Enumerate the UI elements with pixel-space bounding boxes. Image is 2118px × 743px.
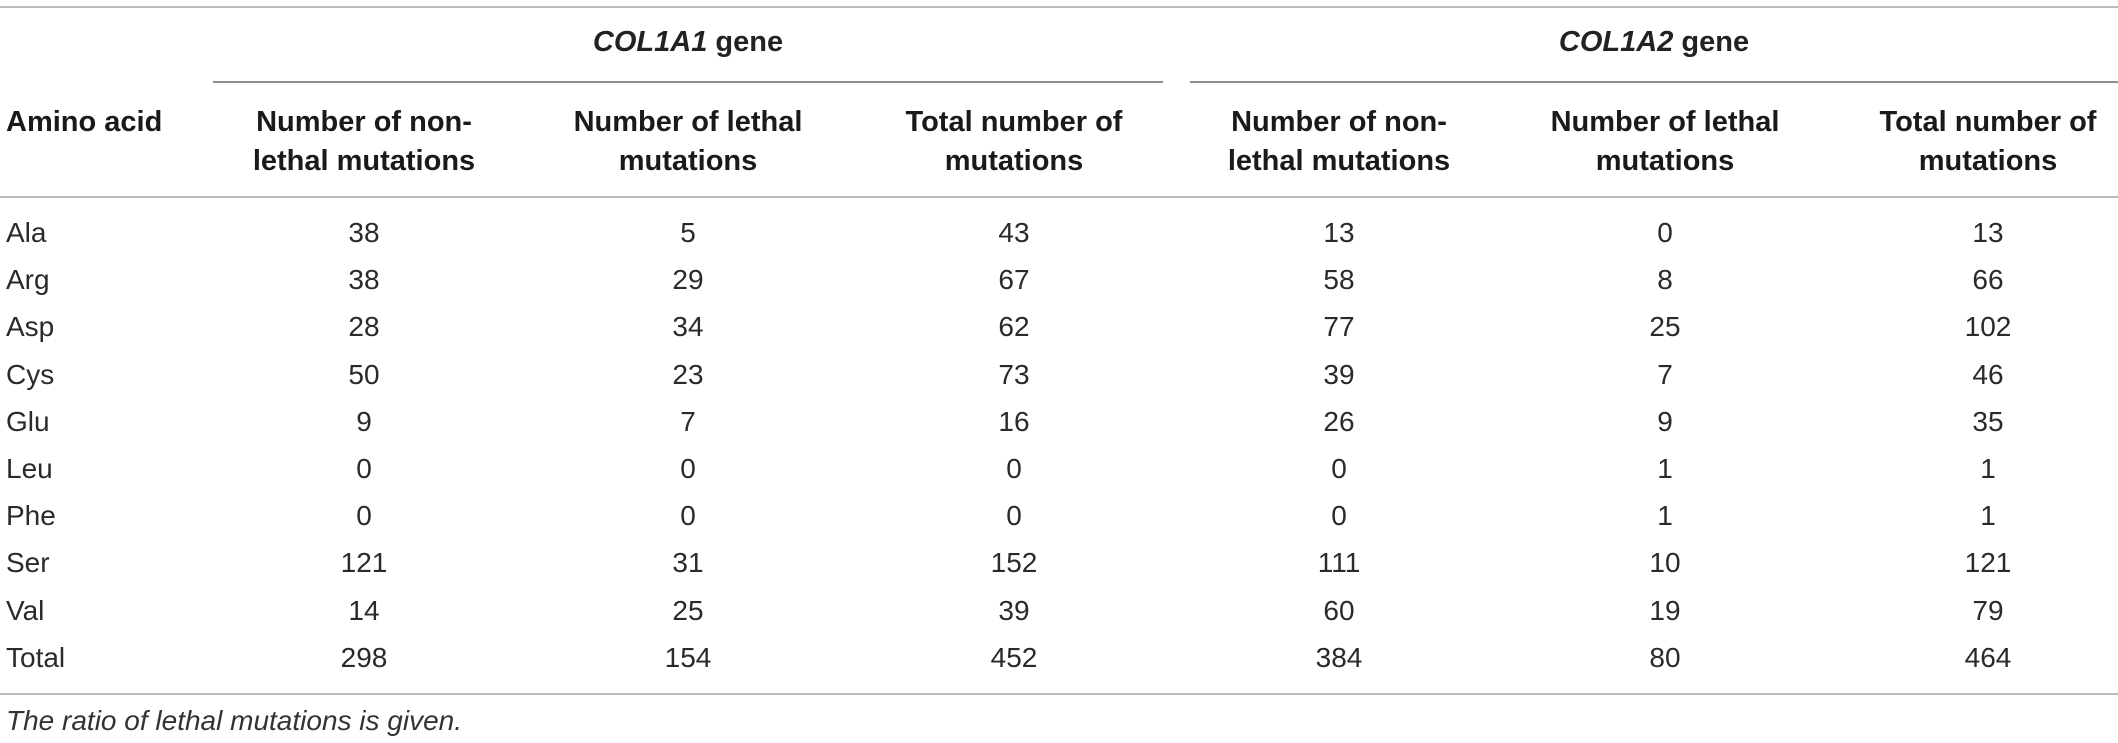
- column-header-line: mutations: [1918, 145, 2058, 177]
- table-footnote: The ratio of lethal mutations is given.: [6, 705, 463, 736]
- table-cell: 452: [990, 642, 1038, 673]
- table-cell: 1: [1980, 500, 1996, 531]
- table-cell: 0: [1331, 453, 1347, 484]
- table-cell: 62: [998, 311, 1030, 342]
- group-gene-suffix: gene: [707, 26, 784, 58]
- table-cell: 102: [1964, 311, 2012, 342]
- table-cell: 5: [680, 217, 696, 248]
- table-cell: 50: [348, 359, 380, 390]
- table-cell: 464: [1964, 642, 2012, 673]
- table-cell: 121: [1964, 547, 2012, 578]
- table-cell: 13: [1323, 217, 1355, 248]
- table-cell: 0: [680, 500, 696, 531]
- column-header-line: lethal mutations: [252, 145, 476, 177]
- column-header: [1838, 103, 2118, 181]
- table-cell: 26: [1323, 406, 1355, 437]
- table-cell: 19: [1649, 595, 1681, 626]
- row-label: Leu: [6, 453, 53, 484]
- table-cell: 111: [1317, 547, 1361, 578]
- column-header: [864, 103, 1164, 181]
- table-cell: 1: [1980, 453, 1996, 484]
- table-cell: 9: [1657, 406, 1673, 437]
- table-cell: 66: [1972, 264, 2004, 295]
- row-label: Asp: [6, 311, 55, 342]
- column-header: [214, 103, 514, 181]
- column-header-line: Number of lethal: [1550, 106, 1780, 138]
- row-label: Cys: [6, 359, 55, 390]
- row-label: Arg: [6, 264, 50, 295]
- table-cell: 0: [356, 453, 372, 484]
- row-label: Glu: [6, 406, 50, 437]
- group-header-col1a1: [213, 22, 1163, 62]
- table-cell: 0: [1006, 453, 1022, 484]
- table-cell: 25: [672, 595, 704, 626]
- group-gene-name: COL1A2: [1558, 26, 1674, 58]
- table-cell: 79: [1972, 595, 2004, 626]
- table-cell: 1: [1657, 453, 1673, 484]
- group-rule-col1a2: [1190, 81, 2118, 83]
- column-header: [538, 103, 838, 181]
- column-header-line: Number of non-: [1231, 106, 1447, 138]
- column-header-line: mutations: [944, 145, 1084, 177]
- column-header-line: Number of non-: [256, 106, 472, 138]
- table-cell: 34: [672, 311, 704, 342]
- table-cell: 58: [1323, 264, 1355, 295]
- column-header-line: Total number of: [905, 106, 1123, 138]
- table-cell: 9: [356, 406, 372, 437]
- table-cell: 39: [998, 595, 1030, 626]
- row-label: Ser: [6, 547, 50, 578]
- table-cell: 7: [1657, 359, 1673, 390]
- column-header: [1515, 103, 1815, 181]
- table-cell: 16: [998, 406, 1030, 437]
- table-cell: 0: [680, 453, 696, 484]
- table-cell: 80: [1649, 642, 1681, 673]
- table-cell: 38: [348, 264, 380, 295]
- table-cell: 31: [672, 547, 704, 578]
- table-cell: 10: [1649, 547, 1681, 578]
- table-cell: 13: [1972, 217, 2004, 248]
- group-gene-name: COL1A1: [592, 26, 708, 58]
- table-cell: 154: [664, 642, 712, 673]
- top-rule: [0, 6, 2118, 8]
- row-label: Ala: [6, 217, 47, 248]
- column-header-line: Number of lethal: [573, 106, 803, 138]
- row-header-label: Amino acid: [6, 106, 163, 138]
- table-cell: 46: [1972, 359, 2004, 390]
- table-cell: 384: [1315, 642, 1363, 673]
- row-label: Val: [6, 595, 45, 626]
- table-cell: 121: [340, 547, 388, 578]
- table-cell: 152: [990, 547, 1038, 578]
- table-cell: 25: [1649, 311, 1681, 342]
- column-header-line: mutations: [1595, 145, 1735, 177]
- table-cell: 0: [356, 500, 372, 531]
- group-rule-col1a1: [213, 81, 1163, 83]
- table-cell: 298: [340, 642, 388, 673]
- table-cell: 38: [348, 217, 380, 248]
- table-cell: 28: [348, 311, 380, 342]
- table-cell: 0: [1657, 217, 1673, 248]
- table-cell: 0: [1006, 500, 1022, 531]
- table-cell: 39: [1323, 359, 1355, 390]
- table-cell: 23: [672, 359, 704, 390]
- bottom-rule: [0, 693, 2118, 695]
- group-gene-suffix: gene: [1673, 26, 1750, 58]
- row-label: Total: [6, 642, 66, 673]
- table-cell: 60: [1323, 595, 1355, 626]
- group-header-col1a2: [1190, 22, 2118, 62]
- table-cell: 0: [1331, 500, 1347, 531]
- table-cell: 77: [1323, 311, 1355, 342]
- row-label: Phe: [6, 500, 56, 531]
- table-cell: 43: [998, 217, 1030, 248]
- table-cell: 67: [998, 264, 1030, 295]
- table-cell: 29: [672, 264, 704, 295]
- table-cell: 1: [1657, 500, 1673, 531]
- column-header-line: Total number of: [1879, 106, 2097, 138]
- table-cell: 73: [998, 359, 1030, 390]
- column-header-line: mutations: [618, 145, 758, 177]
- column-header-line: lethal mutations: [1227, 145, 1451, 177]
- column-header: [1189, 103, 1489, 181]
- table-cell: 7: [680, 406, 696, 437]
- table-cell: 35: [1972, 406, 2004, 437]
- header-rule: [0, 196, 2118, 198]
- table-cell: 14: [348, 595, 380, 626]
- table-cell: 8: [1657, 264, 1673, 295]
